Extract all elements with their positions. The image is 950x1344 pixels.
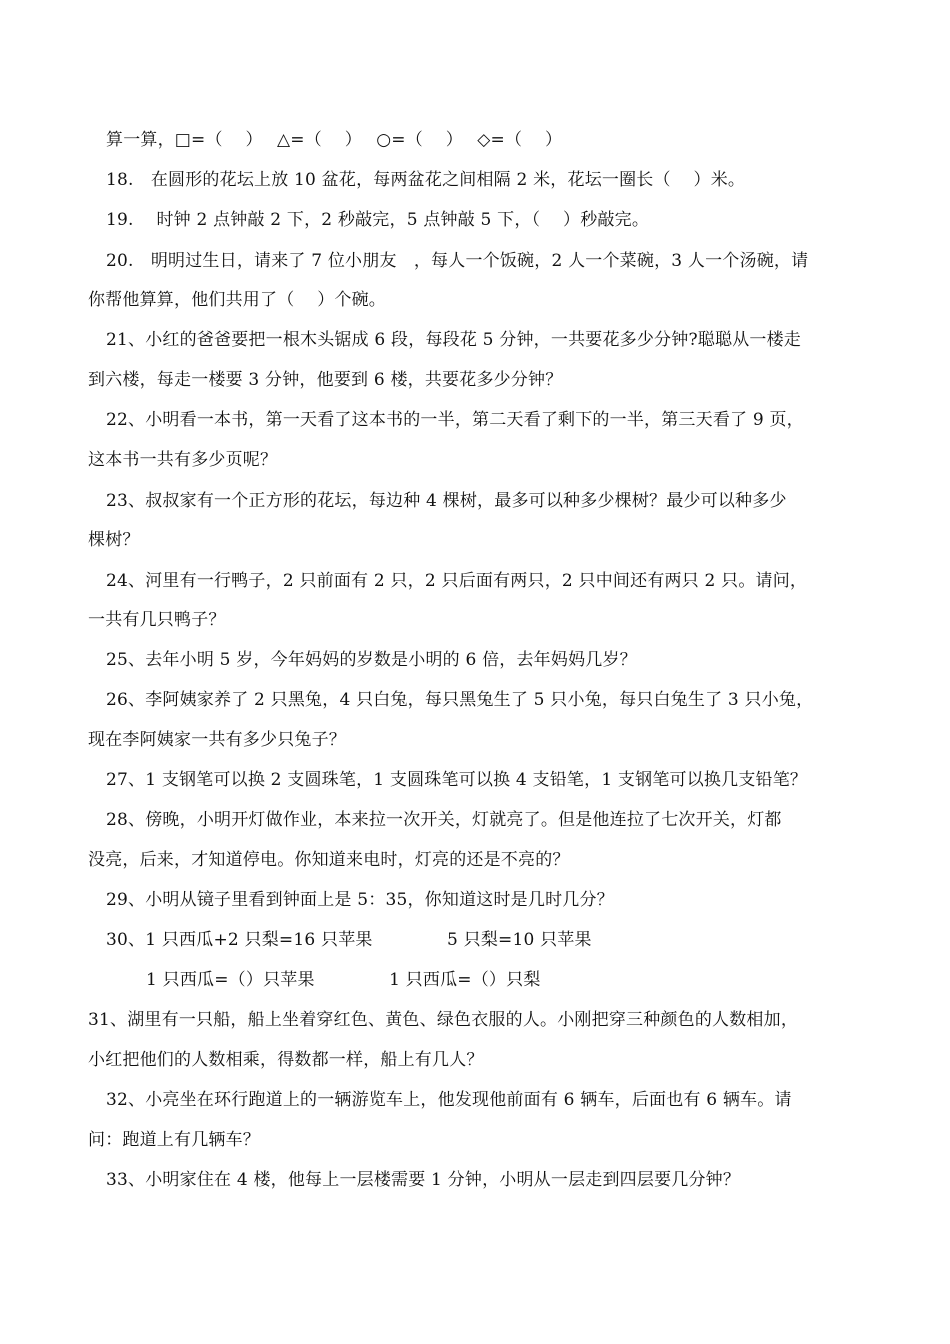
q24-line-1: 24、河里有一行鸭子，2 只前面有 2 只，2 只后面有两只，2 只中间还有两只 2 只。请问， xyxy=(106,571,808,591)
q31-line-2: 小红把他们的人数相乘，得数都一样，船上有几人？ xyxy=(88,1050,484,1070)
q29-line: 29、小明从镜子里看到钟面上是 5：35，你知道这时是几时几分？ xyxy=(106,890,614,910)
q17-calc-line: 算一算，□=（ ） △=（ ） ○=（ ） ◇=（ ） xyxy=(106,130,563,150)
q32-line-1: 32、小亮坐在环行跑道上的一辆游览车上，他发现他前面有 6 辆车，后面也有 6 辆车。请 xyxy=(106,1090,792,1110)
q30-line-1: 30、1 只西瓜+2 只梨=16 只苹果 5 只梨=10 只苹果 xyxy=(106,930,592,950)
q18-line: 18. 在圆形的花坛上放 10 盆花，每两盆花之间相隔 2 米，花坛一圈长（ ）米。 xyxy=(106,170,746,190)
q27-line: 27、1 支钢笔可以换 2 支圆珠笔，1 支圆珠笔可以换 4 支铅笔，1 支钢笔可以换几支铅笔？ xyxy=(106,770,808,790)
q30-line-2: 1 只西瓜=（）只苹果 1 只西瓜=（）只梨 xyxy=(146,970,541,990)
q23-line-1: 23、叔叔家有一个正方形的花坛，每边种 4 棵树，最多可以种多少棵树？最少可以种多少 xyxy=(106,491,787,511)
q22-line-1: 22、小明看一本书，第一天看了这本书的一半，第二天看了剩下的一半，第三天看了 9 页， xyxy=(106,410,804,430)
q22-line-2: 这本书一共有多少页呢？ xyxy=(88,450,278,470)
q26-line-1: 26、李阿姨家养了 2 只黑兔，4 只白兔，每只黑兔生了 5 只小兔，每只白兔生了 3 只小兔， xyxy=(106,690,814,710)
q20-line-1: 20. 明明过生日，请来了 7 位小朋友 ，每人一个饭碗，2 人一个菜碗，3 人一个汤碗，请 xyxy=(106,251,809,271)
q23-line-2: 棵树？ xyxy=(88,530,140,550)
q24-line-2: 一共有几只鸭子？ xyxy=(88,610,226,630)
q28-line-1: 28、傍晚，小明开灯做作业，本来拉一次开关，灯就亮了。但是他连拉了七次开关，灯都 xyxy=(106,810,782,830)
q19-line: 19. 时钟 2 点钟敲 2 下，2 秒敲完，5 点钟敲 5 下，（ ）秒敲完。 xyxy=(106,210,650,230)
q21-line-2: 到六楼，每走一楼要 3 分钟，他要到 6 楼，共要花多少分钟？ xyxy=(88,370,563,390)
q31-line-1: 31、湖里有一只船，船上坐着穿红色、黄色、绿色衣服的人。小刚把穿三种颜色的人数相加， xyxy=(88,1010,799,1030)
q20-line-2: 你帮他算算，他们共用了（ ）个碗。 xyxy=(88,290,387,310)
q26-line-2: 现在李阿姨家一共有多少只兔子？ xyxy=(88,730,346,750)
q33-line: 33、小明家住在 4 楼，他每上一层楼需要 1 分钟，小明从一层走到四层要几分钟？ xyxy=(106,1170,741,1190)
q21-line-1: 21、小红的爸爸要把一根木头锯成 6 段，每段花 5 分钟，一共要花多少分钟?聪聪从一楼走 xyxy=(106,330,801,350)
q28-line-2: 没亮，后来，才知道停电。你知道来电时，灯亮的还是不亮的？ xyxy=(88,850,570,870)
q25-line: 25、去年小明 5 岁，今年妈妈的岁数是小明的 6 倍，去年妈妈几岁？ xyxy=(106,650,637,670)
q32-line-2: 问：跑道上有几辆车？ xyxy=(88,1130,260,1150)
